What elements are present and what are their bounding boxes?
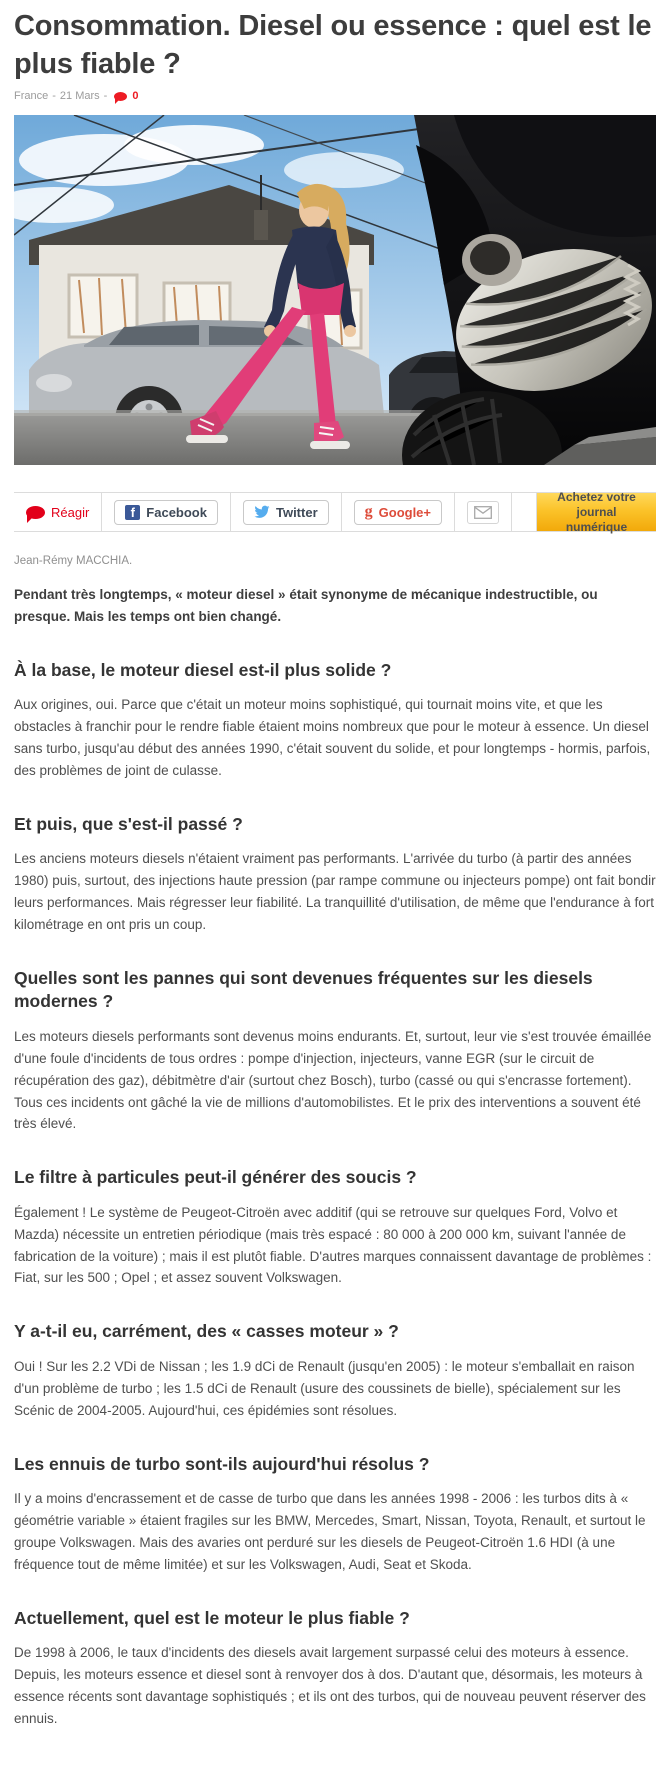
reagir-button[interactable] [14, 493, 102, 531]
author-byline: Jean-Rémy MACCHIA. [14, 555, 133, 568]
section-body-4: Oui ! Sur les 2.2 VDi de Nissan ; les 1.9 dCi de Renault (jusqu'en 2005) : le moteur s'emballait en raison d'un problème de turbo ; les 1.5 dCi de Renault (usure des coussinets de bielle), spécialement sur les Scénic de 2004-2005. Aujourd'hui, ces épidémies sont résolues. [14, 1358, 635, 1418]
article-meta [14, 90, 656, 102]
section-body-6: De 1998 à 2006, le taux d'incidents des diesels avait largement surpassé celui des moteurs à essence. Depuis, les moteurs essence et diesel sont à renvoyer dos à dos. D'autant que, désormais, les moteurs à essence récents sont davantage sophistiqués ; et ils ont des turbos, qui de nouveau peuvent réserver des ennuis. [14, 1645, 646, 1726]
reagir-bubble-icon [26, 506, 45, 519]
share-bar [14, 489, 656, 534]
buy-journal-button[interactable]: Achetez votre journal numérique [537, 493, 656, 531]
section-heading-3: Le filtre à particules peut-il générer des soucis ? [14, 1167, 417, 1188]
facebook-icon: f [125, 505, 140, 520]
section-heading-4: Y a-t-il eu, carrément, des « casses moteur » ? [14, 1321, 399, 1342]
envelope-icon [474, 506, 492, 519]
twitter-bird-icon [254, 505, 270, 519]
google-plus-label: Google+ [378, 504, 432, 520]
twitter-label: Twitter [275, 504, 318, 520]
section-heading-5: Les ennuis de turbo sont-ils aujourd'hui résolus ? [14, 1453, 430, 1474]
google-cell [342, 493, 455, 531]
facebook-cell [102, 493, 231, 531]
google-plus-share-button[interactable] [354, 500, 442, 525]
meta-section: France [14, 90, 49, 103]
section-heading-1: Et puis, que s'est-il passé ? [14, 813, 243, 834]
meta-separator2: - [103, 90, 108, 103]
section-body-1: Les anciens moteurs diesels n'étaient vraiment pas performants. L'arrivée du turbo (à partir des années 1980) puis, surtout, des injections haute pression (par rampe commune ou injecteurs pompe) ont fait bondir leurs performances. Mais régresser leur fiabilité. La tranquillité d'utilisation, de même que l'endurance à fort kilométrage en ont pris un coup. [14, 851, 656, 932]
section-heading-0: À la base, le moteur diesel est-il plus solide ? [14, 659, 392, 680]
section-body-0: Aux origines, oui. Parce que c'était un moteur moins sophistiqué, qui tournait moins vite, et que les obstacles à franchir pour le rendre fiable étaient moins nombreux que pour le moteur à essence. Un diesel sans turbo, jusqu'au début des années 1990, c'était souvent du solide, et pour longtemps - hormis, parfois, des problèmes de joint de culasse. [14, 697, 651, 778]
article-intro: Pendant très longtemps, « moteur diesel » était synonyme de mécanique indestructible, ou presque. Mais les temps ont bien changé. [14, 587, 598, 624]
email-share-button[interactable] [467, 501, 499, 524]
email-cell [455, 493, 512, 531]
comment-count[interactable]: 0 [132, 90, 139, 103]
facebook-label: Facebook [146, 504, 207, 520]
comment-bubble-icon[interactable] [114, 92, 127, 101]
meta-date: 21 Mars [59, 90, 100, 103]
section-heading-6: Actuellement, quel est le moteur le plus fiable ? [14, 1607, 410, 1628]
twitter-cell [231, 493, 342, 531]
section-body-2: Les moteurs diesels performants sont devenus moins endurants. Et, surtout, leur vie s'est trouvée émaillée d'une foule d'incidents de tous ordres : pompe d'injection, injecteurs, vanne EGR (sur le circuit de récupération des gaz), débitmètre d'air (surtout chez Bosch), turbo (cassé ou qui s'encrasse fortement). Tous ces incidents ont gâché la vie de millions d'automobilistes. Et le prix des interventions a souvent été très élevé. [14, 1028, 652, 1132]
section-heading-2: Quelles sont les pannes qui sont devenues fréquentes sur les diesels modernes ? [14, 967, 593, 1012]
share-bar-spacer [512, 493, 537, 531]
section-body-3: Également ! Le système de Peugeot-Citroën avec additif (qui se retrouve sur quelques Ford, Volvo et Mazda) nécessite un entretien périodique (mais très espacé : 80 000 à 200 000 km, suivant l'année de fabrication de la voiture) ; mais il est plutôt fiable. D'autres marques connaissent davantage de problèmes : Fiat, sur les 500 ; Opel ; et assez souvent Volkswagen. [14, 1204, 652, 1286]
section-body-5: Il y a moins d'encrassement et de casse de turbo que dans les années 1998 - 2006 : les turbos dits à « géométrie variable » étaient fragiles sur les BMW, Mercedes, Smart, Nissan, Toyota, Renault, et surtout le groupe Volkswagen. Mais des avaries ont perduré sur les diesels de Peugeot-Citroën 1.6 HDI (à une fréquence tout de même limitée) et sur les Volkswagen, Audi, Seat et Skoda. [14, 1491, 646, 1572]
page-title: Consommation. Diesel ou essence : quel est le plus fiable ? [14, 10, 652, 80]
reagir-label: Réagir [51, 504, 90, 520]
twitter-share-button[interactable] [243, 500, 329, 525]
meta-separator: - [52, 90, 56, 103]
google-plus-icon: g [364, 503, 373, 521]
article-photo [14, 115, 656, 465]
facebook-share-button[interactable] [114, 500, 218, 525]
